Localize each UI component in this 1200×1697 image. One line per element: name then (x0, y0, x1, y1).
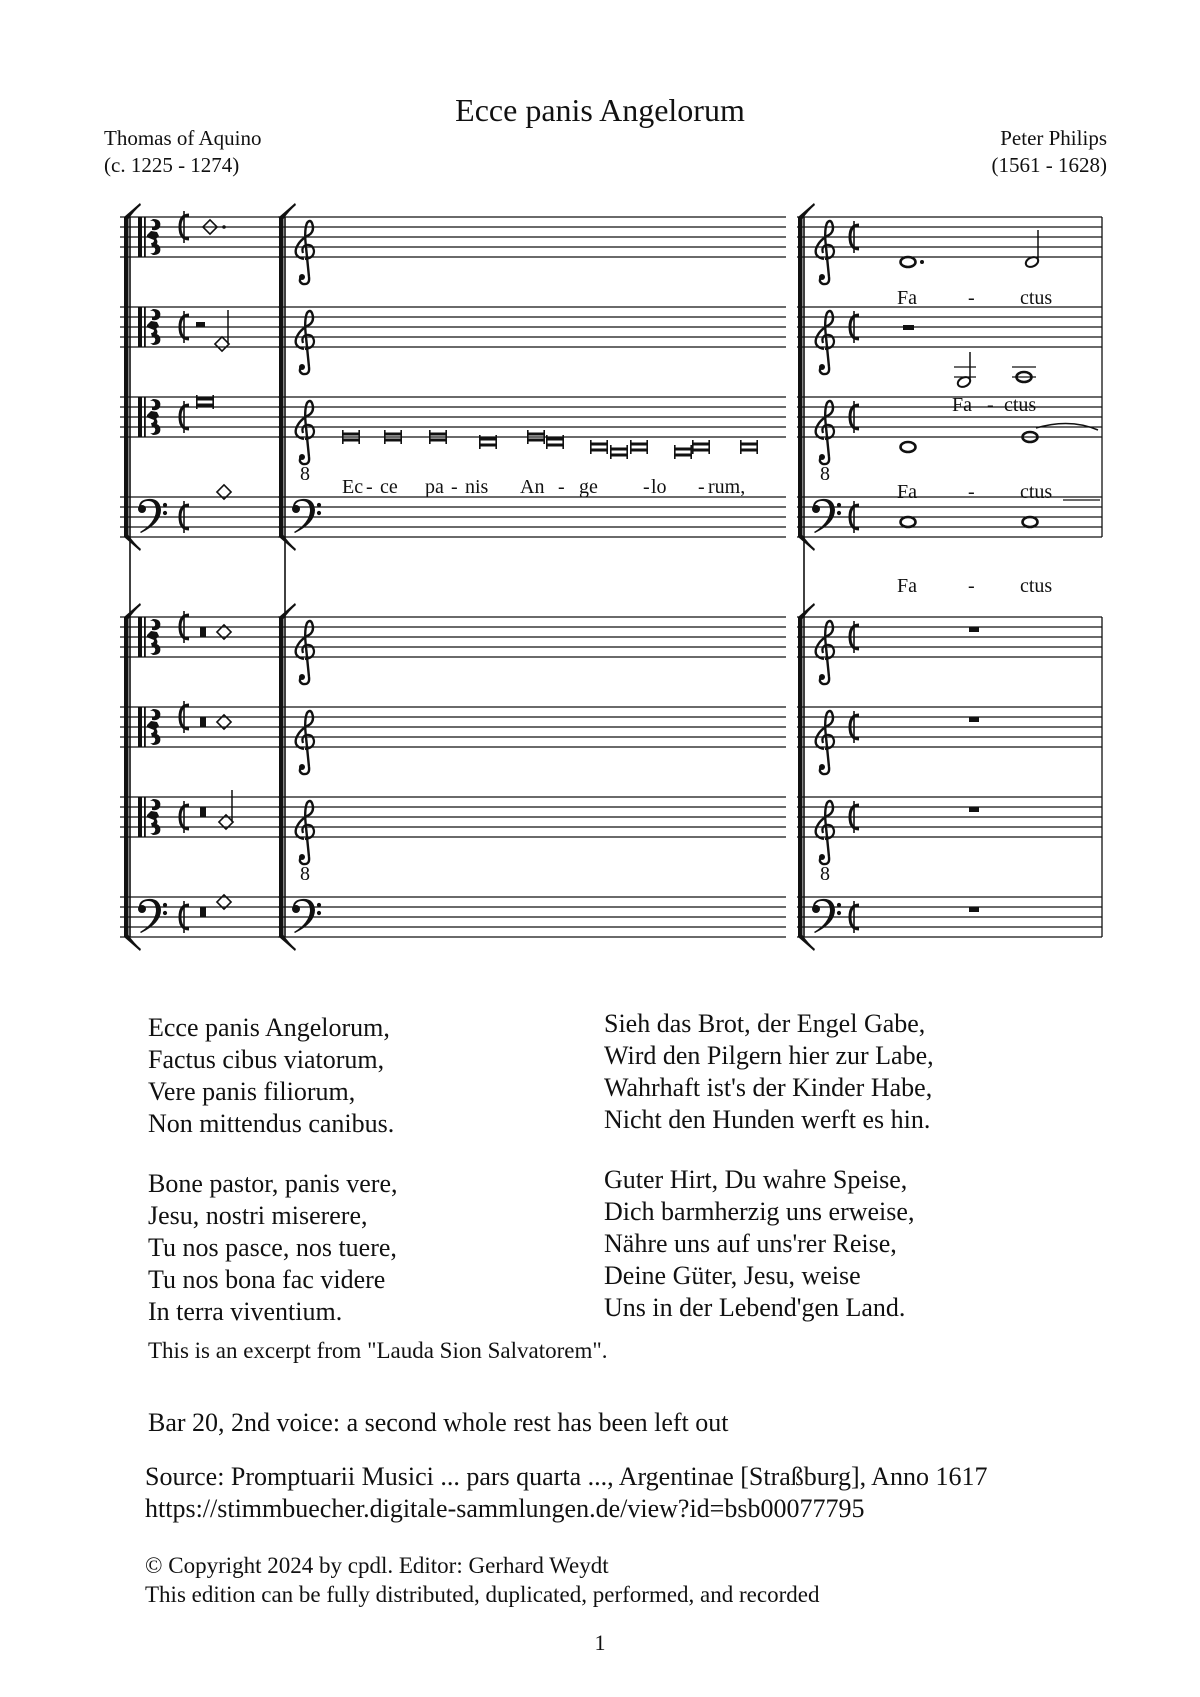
incipit-block (138, 211, 233, 933)
license-notice: This edition can be fully distributed, duplicated, performed, and recorded (145, 1582, 820, 1607)
breve-rest-icon (200, 907, 206, 917)
lyric-syllable: ctus (1004, 394, 1037, 416)
lyric-syllable: Fa (952, 394, 972, 416)
whole-note-icon (901, 517, 916, 527)
lyric-syllable: ctus (1020, 481, 1053, 503)
treble-8vb-clef-icon (816, 401, 834, 464)
whole-rest-icon (969, 807, 979, 812)
treble-8vb-clef-icon (816, 801, 834, 864)
g-clef-icon (296, 711, 314, 774)
breve-note-icon (674, 445, 692, 459)
page-title: Ecce panis Angelorum (455, 92, 745, 128)
half-rest-icon (903, 325, 914, 330)
half-rest-icon (196, 322, 205, 327)
lyric-hyphen: - (451, 476, 458, 498)
text-line: Jesu, nostri miserere, (148, 1201, 368, 1230)
lyric-syllable: Fa (897, 575, 917, 597)
source-citation: Source: Promptuarii Musici ... pars quarta ..., Argentinae [Straßburg], Anno 1617 (145, 1462, 988, 1491)
breve-rest-icon (200, 627, 206, 637)
g-clef-icon (816, 221, 834, 284)
composer-name: Peter Philips (1000, 126, 1107, 150)
lyric-syllable: ctus (1020, 575, 1053, 597)
g-clef-icon (816, 311, 834, 374)
c-clef-icon (138, 797, 160, 837)
breve-rest-icon (200, 807, 206, 817)
text-line: Bone pastor, panis vere, (148, 1169, 398, 1198)
breve-rest-icon (200, 717, 206, 727)
whole-note-icon (901, 442, 916, 452)
lyric-syllable: Fa (897, 287, 917, 309)
poet-name: Thomas of Aquino (104, 126, 262, 150)
text-line: Sieh das Brot, der Engel Gabe, (604, 1009, 926, 1038)
copyright-notice: © Copyright 2024 by cpdl. Editor: Gerhard Weydt (145, 1553, 609, 1578)
lyric-syllable: nis (465, 476, 489, 498)
lyric-syllable: ctus (1020, 287, 1053, 309)
svg-text:8: 8 (820, 863, 830, 885)
text-line: Guter Hirt, Du wahre Speise, (604, 1165, 908, 1194)
text-line: Dich barmherzig uns erweise, (604, 1197, 915, 1226)
lyric-syllable: Ec (342, 476, 364, 498)
lyric-syllable: rum, (708, 476, 746, 498)
lyric-hyphen: - (968, 575, 975, 597)
breve-note-icon (590, 440, 608, 454)
f-clef-icon (138, 499, 167, 533)
g-clef-icon (296, 311, 314, 374)
german-stanza-1 (604, 1008, 934, 1136)
c-clef-icon (138, 217, 160, 257)
text-line: Vere panis filiorum, (148, 1077, 356, 1106)
lyric-syllable: ce (380, 476, 398, 498)
lyric-hyphen: - (643, 476, 650, 498)
text-line: Wird den Pilgern hier zur Labe, (604, 1041, 934, 1070)
svg-text:8: 8 (300, 863, 310, 885)
breve-note-icon (630, 440, 648, 454)
lyric-syllable: An (520, 476, 545, 498)
text-line: Nicht den Hunden werft es hin. (604, 1105, 931, 1134)
c-clef-icon (138, 397, 160, 437)
intonation-block (292, 221, 758, 933)
f-clef-icon (292, 499, 321, 533)
page-number: 1 (594, 1630, 606, 1655)
c-clef-icon (138, 307, 160, 347)
lyric-hyphen: - (968, 287, 975, 309)
text-line: Nähre uns auf uns'rer Reise, (604, 1229, 897, 1258)
c-clef-icon (138, 707, 160, 747)
text-line: Tu nos bona fac videre (148, 1265, 386, 1294)
g-clef-icon (296, 621, 314, 684)
german-stanza-2 (604, 1164, 914, 1324)
g-clef-icon (296, 221, 314, 284)
text-line: Ecce panis Angelorum, (148, 1013, 390, 1042)
intonation-notes (342, 430, 758, 459)
text-line: Wahrhaft ist's der Kinder Habe, (604, 1073, 933, 1102)
composer-dates: (1561 - 1628) (991, 153, 1107, 177)
g-clef-icon (816, 711, 834, 774)
whole-note-icon (1023, 517, 1038, 527)
lyric-syllable: pa (425, 476, 444, 498)
lyric-hyphen: - (698, 476, 705, 498)
whole-rest-icon (969, 907, 979, 912)
g-clef-icon (816, 621, 834, 684)
poet-dates: (c. 1225 - 1274) (104, 153, 240, 177)
f-clef-icon (812, 499, 841, 533)
f-clef-icon (292, 899, 321, 933)
source-url: https://stimmbuecher.digitale-sammlungen.de/view?id=bsb00077795 (145, 1494, 865, 1523)
text-line: Deine Güter, Jesu, weise (604, 1261, 861, 1290)
breve-note-icon (692, 440, 710, 454)
text-line: Factus cibus viatorum, (148, 1045, 385, 1074)
text-line: In terra viventium. (148, 1297, 343, 1326)
whole-note-icon (901, 257, 916, 267)
f-clef-icon (812, 899, 841, 933)
breve-note-icon (610, 445, 628, 459)
breve-note-icon (740, 440, 758, 454)
text-line: Tu nos pasce, nos tuere, (148, 1233, 397, 1262)
treble-8vb-clef-icon (296, 401, 314, 464)
text-line: Uns in der Lebend'gen Land. (604, 1293, 906, 1322)
svg-text:8: 8 (820, 463, 830, 485)
c-clef-icon (138, 617, 160, 657)
lyric-hyphen: - (987, 394, 994, 416)
whole-note-icon (215, 337, 229, 351)
latin-stanza-1 (148, 1012, 394, 1140)
whole-rest-icon (969, 717, 979, 722)
lyric-hyphen: - (366, 476, 373, 498)
treble-8vb-clef-icon (296, 801, 314, 864)
lyric-syllable: ge (579, 476, 598, 498)
svg-text:8: 8 (300, 463, 310, 485)
lyric-syllable: lo (651, 476, 667, 498)
editorial-note: Bar 20, 2nd voice: a second whole rest has been left out (148, 1408, 729, 1437)
f-clef-icon (138, 899, 167, 933)
text-line: Non mittendus canibus. (148, 1109, 395, 1138)
lyric-syllable: Fa (897, 481, 917, 503)
excerpt-note: This is an excerpt from "Lauda Sion Salvatorem". (148, 1338, 608, 1363)
latin-stanza-2 (148, 1168, 398, 1328)
lyric-hyphen: - (558, 476, 565, 498)
lyric-hyphen: - (968, 481, 975, 503)
whole-rest-icon (969, 627, 979, 632)
factus-block (812, 221, 1100, 933)
